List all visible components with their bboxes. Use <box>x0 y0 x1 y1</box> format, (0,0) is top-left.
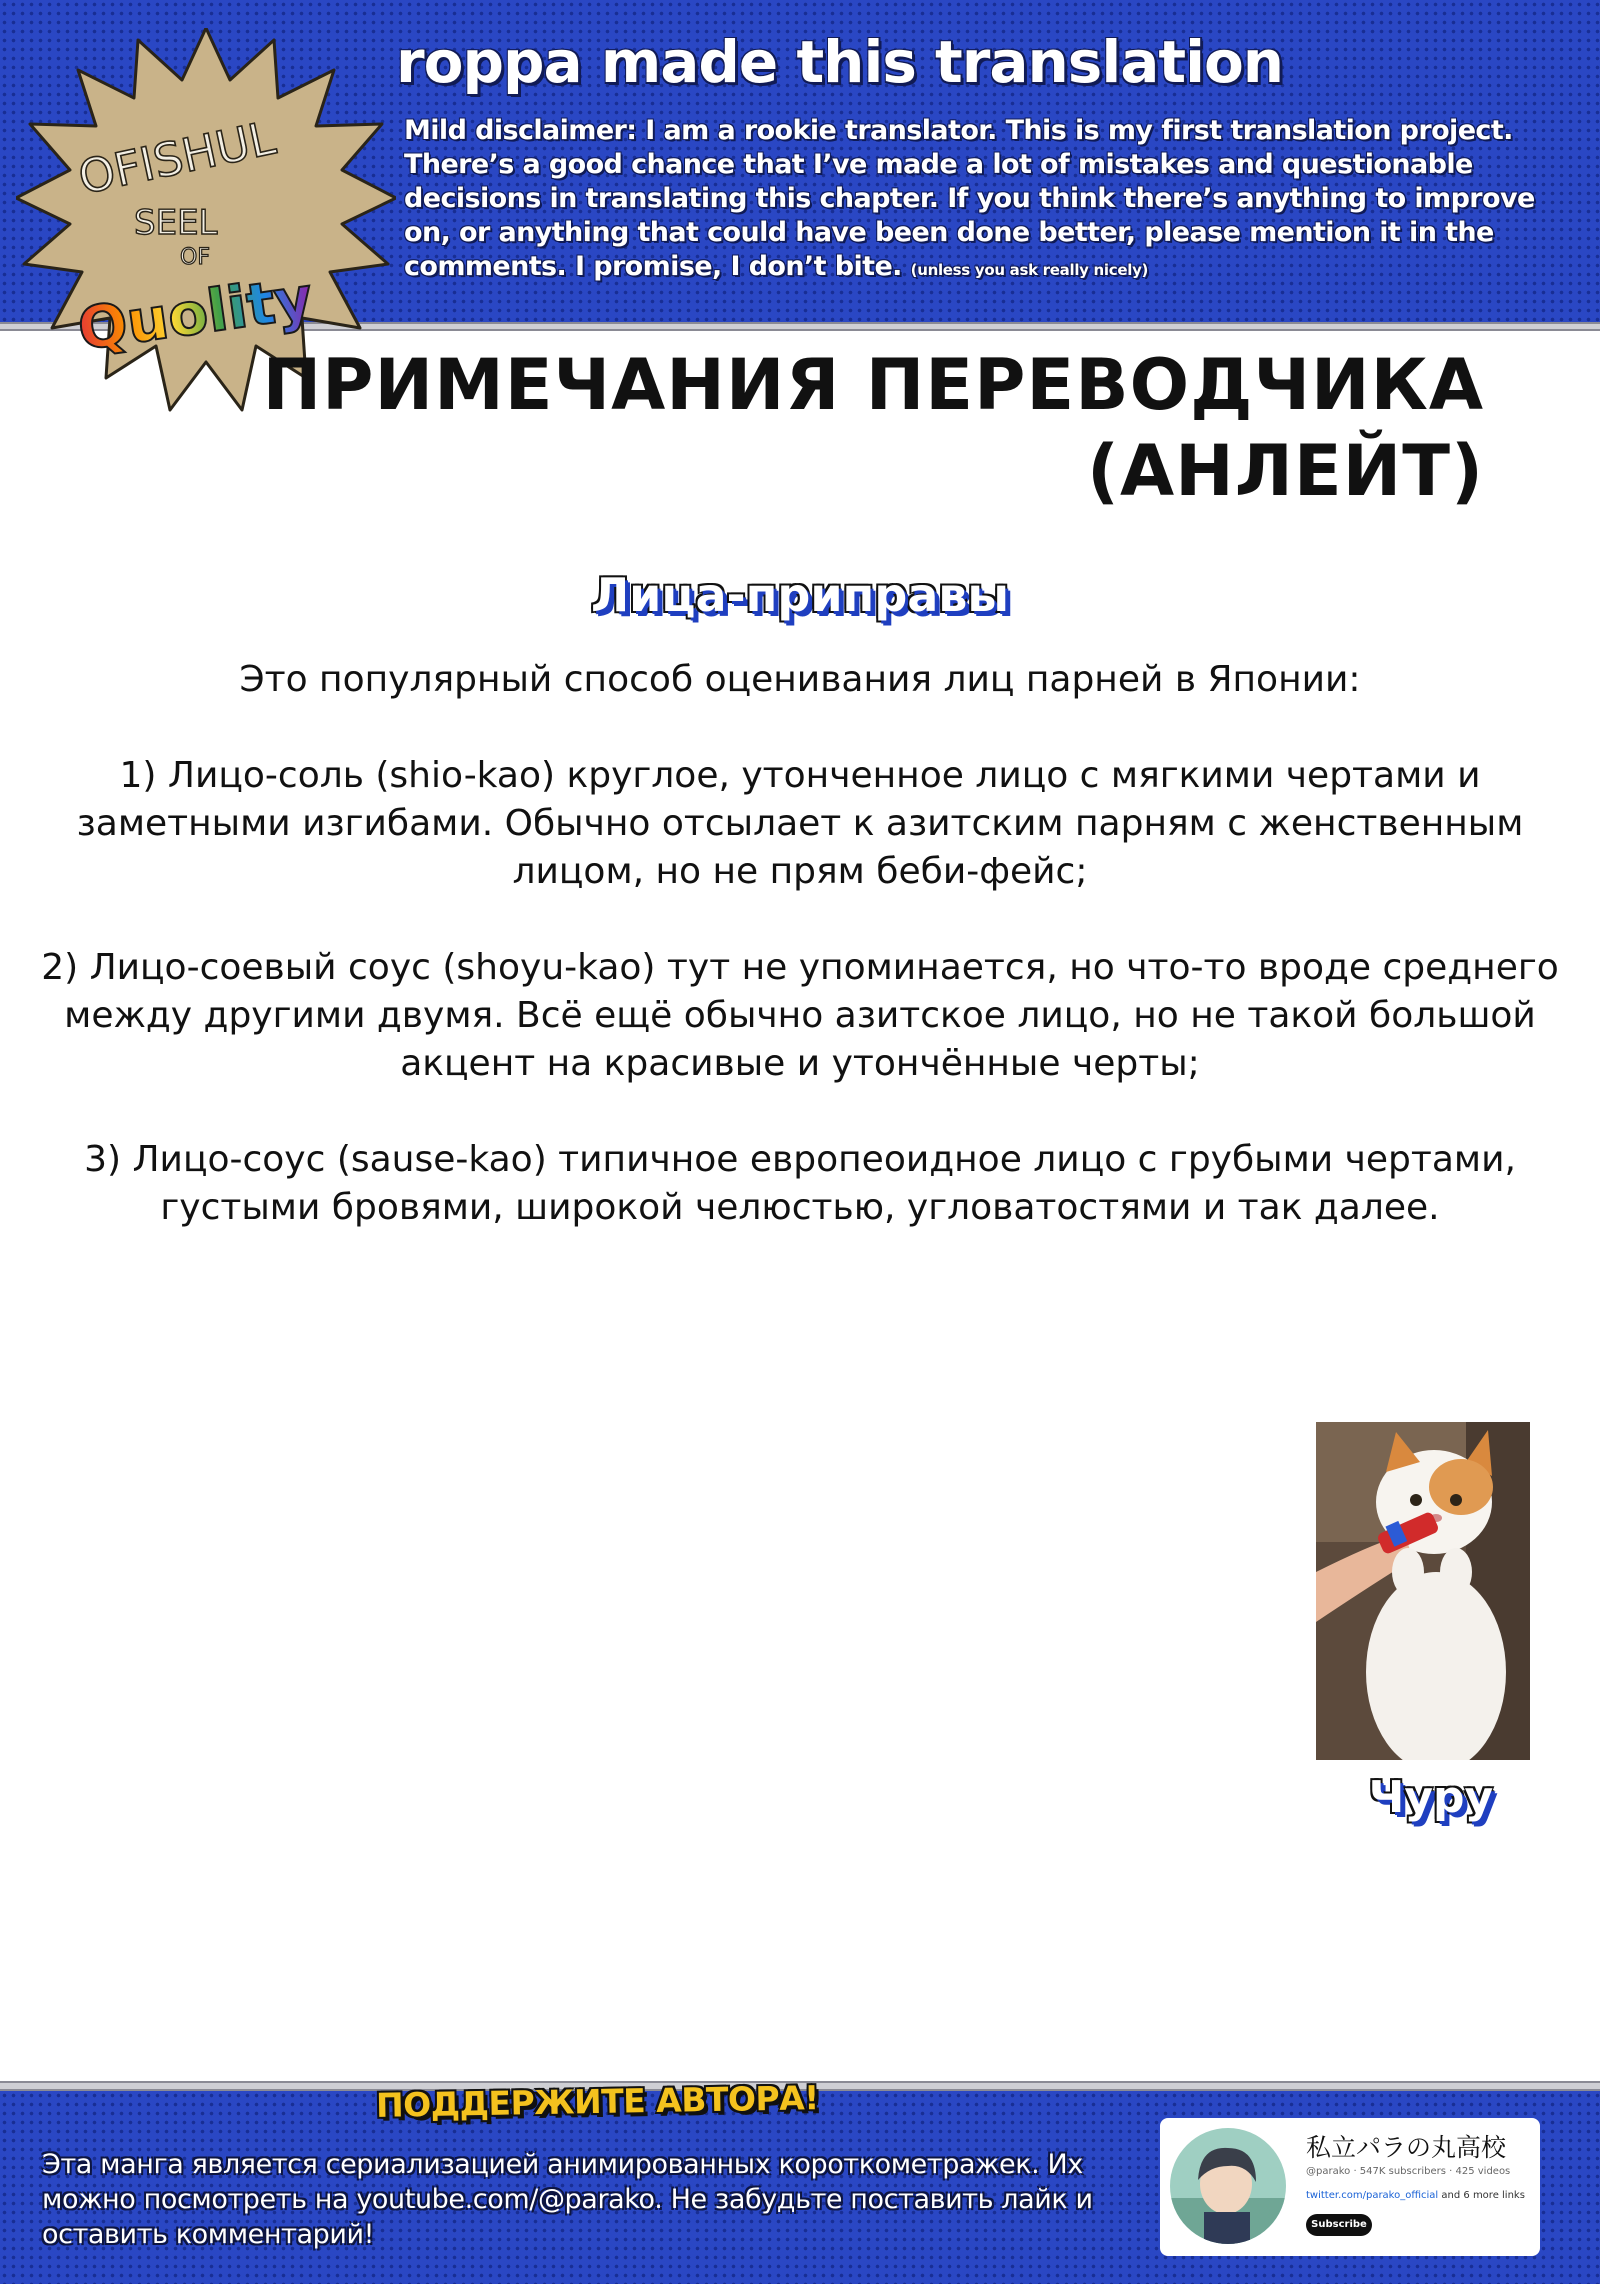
disclaimer-text: Mild disclaimer: I am a rookie translator. This is my first translation project. There’s a good chance that I’ve made a lot of mistakes and questionable decisions in translating this chapter. If you think there’s anything to improve on, or anything that could have been done better, please mention it in the comments. I promise, I don’t bite. <box>404 115 1535 282</box>
notes-heading-line-1: ПРИМЕЧАНИЯ ПЕРЕВОДЧИКА <box>262 344 1484 426</box>
seal-line-1: OFISHUL <box>73 110 280 205</box>
seal-line-4: Quolity <box>73 263 317 364</box>
channel-link-suffix: and 6 more links <box>1441 2190 1525 2201</box>
support-author-title: ПОДДЕРЖИТЕ АВТОРА! <box>375 2078 820 2125</box>
channel-name: 私立パラの丸高校 <box>1306 2133 1507 2162</box>
notes-heading-line-2: (АНЛЕЙТ) <box>1086 430 1484 512</box>
disclaimer-aside: (unless you ask really nicely) <box>910 261 1149 279</box>
notes-item-3: 3) Лицо-соус (sause-kao) типичное европеоидное лицо с грубыми чертами, густыми бровями, широкой челюстью, угловатостями и так далее. <box>84 1139 1516 1228</box>
channel-link[interactable]: twitter.com/parako_official <box>1306 2190 1439 2201</box>
section-title: Лица-приправы <box>590 568 1010 622</box>
support-author-text: Эта манга является сериализацией анимированных короткометражек. Их можно посмотреть на youtube.com/@parako. Не забудьте поставить лайк и оставить комментарий! <box>42 2149 1093 2250</box>
seal-line-3: OF <box>180 245 210 270</box>
translator-disclaimer <box>404 114 1564 287</box>
subscribe-button[interactable]: Subscribe <box>1306 2214 1372 2236</box>
seal-line-2: SEEL <box>134 203 218 243</box>
translator-credit-title: roppa made this translation <box>396 28 1284 96</box>
notes-intro: Это популярный способ оценивания лиц парней в Японии: <box>239 659 1361 700</box>
notes-heading <box>263 342 1484 514</box>
youtube-channel-card <box>1160 2118 1540 2256</box>
notes-item-2: 2) Лицо-соевый соус (shoyu-kao) тут не упоминается, но что-то вроде среднего между другими двумя. Всё ещё обычно азитское лицо, но не такой большой акцент на красивые и утончённые черты; <box>41 947 1559 1084</box>
notes-item-1: 1) Лицо-соль (shio-kao) круглое, утонченное лицо с мягкими чертами и заметными изгибами. Обычно отсылает к азитским парням с женственным лицом, но не прям беби-фейс; <box>76 755 1524 892</box>
cat-photo-caption: Чуру <box>1368 1772 1494 1823</box>
cat-churu-photo <box>1316 1422 1530 1760</box>
channel-avatar <box>1170 2128 1286 2244</box>
channel-meta: @parako · 547K subscribers · 425 videos <box>1306 2166 1511 2177</box>
channel-links <box>1306 2190 1525 2201</box>
